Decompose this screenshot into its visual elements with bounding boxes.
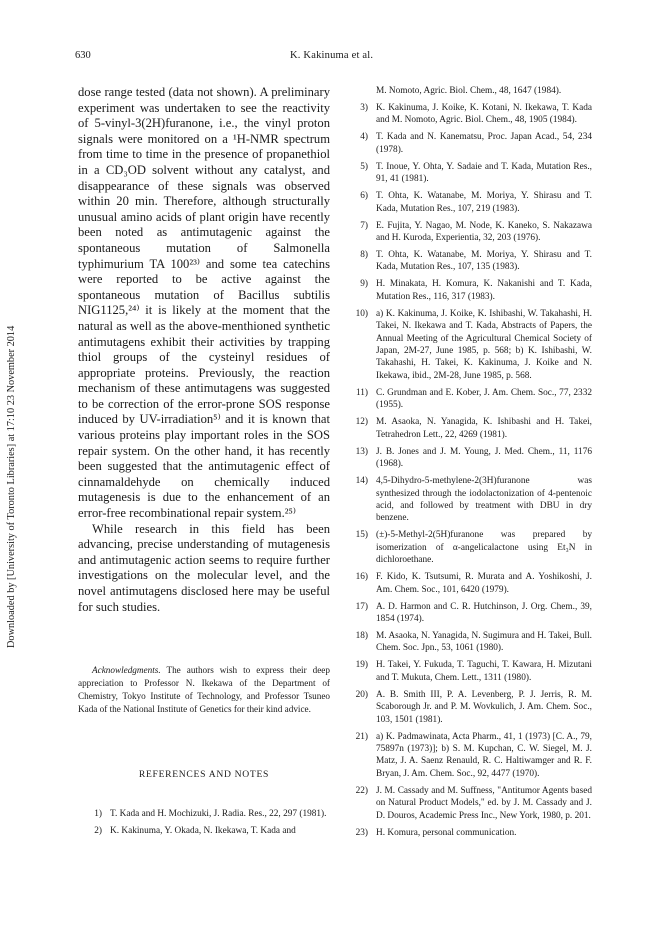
reference-item xyxy=(344,601,592,626)
reference-item xyxy=(344,731,592,781)
reference-text: M. Asaoka, N. Yanagida, N. Sugimura and H. Takei, Bull. Chem. Soc. Jpn., 53, 1061 (1980). xyxy=(376,630,592,654)
reference-text: M. Asaoka, N. Yanagida, K. Ishibashi and H. Takei, Tetrahedron Lett., 22, 4269 (1981). xyxy=(376,417,592,440)
reference-number: 16) xyxy=(355,572,368,583)
reference-item xyxy=(344,249,592,274)
page-number: 630 xyxy=(75,50,91,61)
reference-text: J. B. Jones and J. M. Young, J. Med. Chem., 11, 1176 (1968). xyxy=(376,446,592,470)
reference-text: (±)-5-Methyl-2(5H)furanone was prepared by isomerization of α-angelicalactone using Et₃N in dichloroethane. xyxy=(376,530,592,566)
body-paragraph-1: dose range tested (data not shown). A preliminary experiment was undertaken to see the reactivity of 5-vinyl-3(2H)furanone, i.e., the vinyl proton signals were monitored on a ¹H-NMR spectrum from time to time in the presence of propanethiol in a CD₃OD solvent without any catalyst, and disappearance of these signals was observed within 20 min. Therefore, although structurally unusual amino acids of plant origin have recently been noted as antimutagenic against the spontaneous mutation of Salmonella typhimurium TA 100²³⁾ and some tea catechins were reported to be active against the spontaneous mutation of Bacillus subtilis NIG1125,²⁴⁾ it is likely at the moment that the natural as well as the above-menthioned synthetic antimutagens exhibit their activities by trapping thiol groups of the cysteinyl residues of appropriate proteins. Previously, the reaction mechanism of these antimutagens was suggested to be correction of the error-prone SOS response induced by UV-irradiation⁵⁾ and it is known that various proteins play important roles in the SOS repair system. On the other hand, it has recently been suggested that the antimutagenic effect of cinnamaldehyde on chemically induced mutagenesis is due to the enhancement of an error-free recombinational repair system.²⁵⁾ xyxy=(78,85,330,521)
reference-item xyxy=(344,529,592,566)
reference-item xyxy=(344,161,592,186)
reference-number: 1) xyxy=(94,808,102,819)
acknowledgments-text: The authors wish to express their deep appreciation to Professor N. Ikekawa of the Department of Chemistry, Tokyo Institute of Technology, and Professor Tsuneo Kada of the National Institute of Genetics for their kind advice. xyxy=(78,665,330,714)
reference-number: 9) xyxy=(360,279,368,290)
reference-text: T. Kada and N. Kanematsu, Proc. Japan Acad., 54, 234 (1978). xyxy=(376,132,592,155)
reference-text: E. Fujita, Y. Nagao, M. Node, K. Kaneko, S. Nakazawa and H. Kuroda, Experientia, 32, 203 (1976). xyxy=(376,220,592,244)
reference-text: F. Kido, K. Tsutsumi, R. Murata and A. Yoshikoshi, J. Am. Chem. Soc., 101, 6420 (1979). xyxy=(376,572,592,595)
reference-number: 18) xyxy=(355,630,368,641)
reference-item xyxy=(344,446,592,471)
reference-item xyxy=(344,571,592,596)
body-paragraph-2: While research in this field has been advancing, precise understanding of mutagenesis and antimutagenic action seems to require further investigations on the molecular level, and the novel antimutagens disclosed here may be useful for such studies. xyxy=(78,521,330,614)
reference-item xyxy=(344,102,592,127)
reference-text: a) K. Padmawinata, Acta Pharm., 41, 1 (1973) [C. A., 79, 75897n (1973)]; b) S. M. Kupchan, C. W. Siegel, M. J. Matz, J. A. Saenz Renauld, R. C. Haltiwamger and R. F. Bryan, J. Am. Chem. Soc., 92, 4477 (1970). xyxy=(376,731,592,779)
reference-item xyxy=(344,308,592,382)
running-head: K. Kakinuma et al. xyxy=(290,50,374,61)
reference-number: 23) xyxy=(355,827,368,838)
references-heading: REFERENCES AND NOTES xyxy=(138,768,270,780)
reference-text: T. Ohta, K. Watanabe, M. Moriya, Y. Shirasu and T. Kada, Mutation Res., 107, 219 (1983). xyxy=(376,191,592,214)
reference-number: 12) xyxy=(355,417,368,428)
reference-number: 21) xyxy=(355,731,368,742)
reference-item xyxy=(344,131,592,156)
reference-item xyxy=(344,416,592,441)
reference-text: H. Komura, personal communication. xyxy=(376,827,517,838)
reference-item xyxy=(344,689,592,726)
left-column xyxy=(78,85,330,842)
reference-text: T. Kada and H. Mochizuki, J. Radia. Res., 22, 297 (1981). xyxy=(110,808,327,819)
acknowledgments-lead: Acknowledgments. xyxy=(92,665,161,676)
download-watermark: Downloaded by [University of Toronto Libraries] at 17:10 23 November 2014 xyxy=(6,325,17,648)
reference-number: 7) xyxy=(360,220,368,231)
reference-item xyxy=(344,85,592,97)
reference-text: H. Minakata, H. Komura, K. Nakanishi and T. Kada, Mutation Res., 116, 317 (1983). xyxy=(376,279,592,302)
reference-number: 17) xyxy=(355,601,368,612)
reference-number: 22) xyxy=(355,785,368,796)
reference-number: 6) xyxy=(360,191,368,202)
reference-item xyxy=(344,827,592,839)
reference-item xyxy=(344,387,592,412)
reference-item xyxy=(344,659,592,684)
reference-item xyxy=(344,278,592,303)
reference-text: A. D. Harmon and C. R. Hutchinson, J. Org. Chem., 39, 1854 (1974). xyxy=(376,601,592,624)
references-list-left xyxy=(78,808,330,837)
reference-number: 8) xyxy=(360,250,368,261)
reference-number: 14) xyxy=(355,476,368,487)
reference-number: 15) xyxy=(355,530,368,541)
reference-number: 13) xyxy=(355,446,368,457)
reference-text: a) K. Kakinuma, J. Koike, K. Ishibashi, W. Takahashi, H. Takei, N. Ikekawa and T. Kada, Abstracts of Papers, the Annual Meeting of the Agricultural Chemical Society of Japan, 2M-27, June 1985, p. 568; b) K. Ishibashi, W. Takahashi, H. Takei, K. Kakinuma, J. Koike and N. Ikekawa, ibid., 2M-28, June 1985, p. 568. xyxy=(376,308,592,381)
reference-item xyxy=(344,475,592,525)
reference-item xyxy=(344,630,592,655)
reference-text: H. Takei, Y. Fukuda, T. Taguchi, T. Kawara, H. Mizutani and T. Mukuta, Chem. Lett., 1311 (1980). xyxy=(376,660,592,683)
references-list-right xyxy=(344,85,592,839)
reference-text: M. Nomoto, Agric. Biol. Chem., 48, 1647 (1984). xyxy=(376,86,562,96)
right-column xyxy=(344,85,592,844)
reference-number: 11) xyxy=(355,387,368,398)
reference-number: 10) xyxy=(355,308,368,319)
reference-item xyxy=(78,825,330,837)
reference-number: 4) xyxy=(360,132,368,143)
reference-text: J. M. Cassady and M. Suffness, "Antitumor Agents based on Natural Product Models," ed. by J. M. Cassady and J. D. Douros, Academic Press Inc., New York, 1980, p. 201. xyxy=(376,785,592,821)
reference-text: K. Kakinuma, Y. Okada, N. Ikekawa, T. Kada and xyxy=(110,825,296,836)
reference-item xyxy=(344,220,592,245)
reference-item xyxy=(78,808,330,820)
reference-text: C. Grundman and E. Kober, J. Am. Chem. Soc., 77, 2332 (1955). xyxy=(376,387,592,411)
reference-number: 2) xyxy=(94,825,102,836)
reference-number: 3) xyxy=(360,103,368,113)
acknowledgments xyxy=(78,664,330,716)
reference-number: 19) xyxy=(355,660,368,671)
reference-number: 5) xyxy=(360,161,368,172)
reference-text: A. B. Smith III, P. A. Levenberg, P. J. Jerris, R. M. Scaborough Jr. and P. M. Wovkulich, J. Am. Chem. Soc., 103, 1501 (1981). xyxy=(376,689,592,725)
reference-text: T. Ohta, K. Watanabe, M. Moriya, Y. Shirasu and T. Kada, Mutation Res., 107, 135 (1983). xyxy=(376,250,592,273)
reference-number: 20) xyxy=(355,689,368,700)
reference-text: K. Kakinuma, J. Koike, K. Kotani, N. Ikekawa, T. Kada and M. Nomoto, Agric. Biol. Chem., 48, 1905 (1984). xyxy=(376,103,592,126)
reference-item xyxy=(344,785,592,822)
reference-text: 4,5-Dihydro-5-methylene-2(3H)furanone was synthesized through the iodolactonization of 4-pentenoic acid, and followed by treatment with DBU in dry benzene. xyxy=(376,476,592,524)
reference-text: T. Inoue, Y. Ohta, Y. Sadaie and T. Kada, Mutation Res., 91, 41 (1981). xyxy=(376,161,592,185)
reference-item xyxy=(344,190,592,215)
